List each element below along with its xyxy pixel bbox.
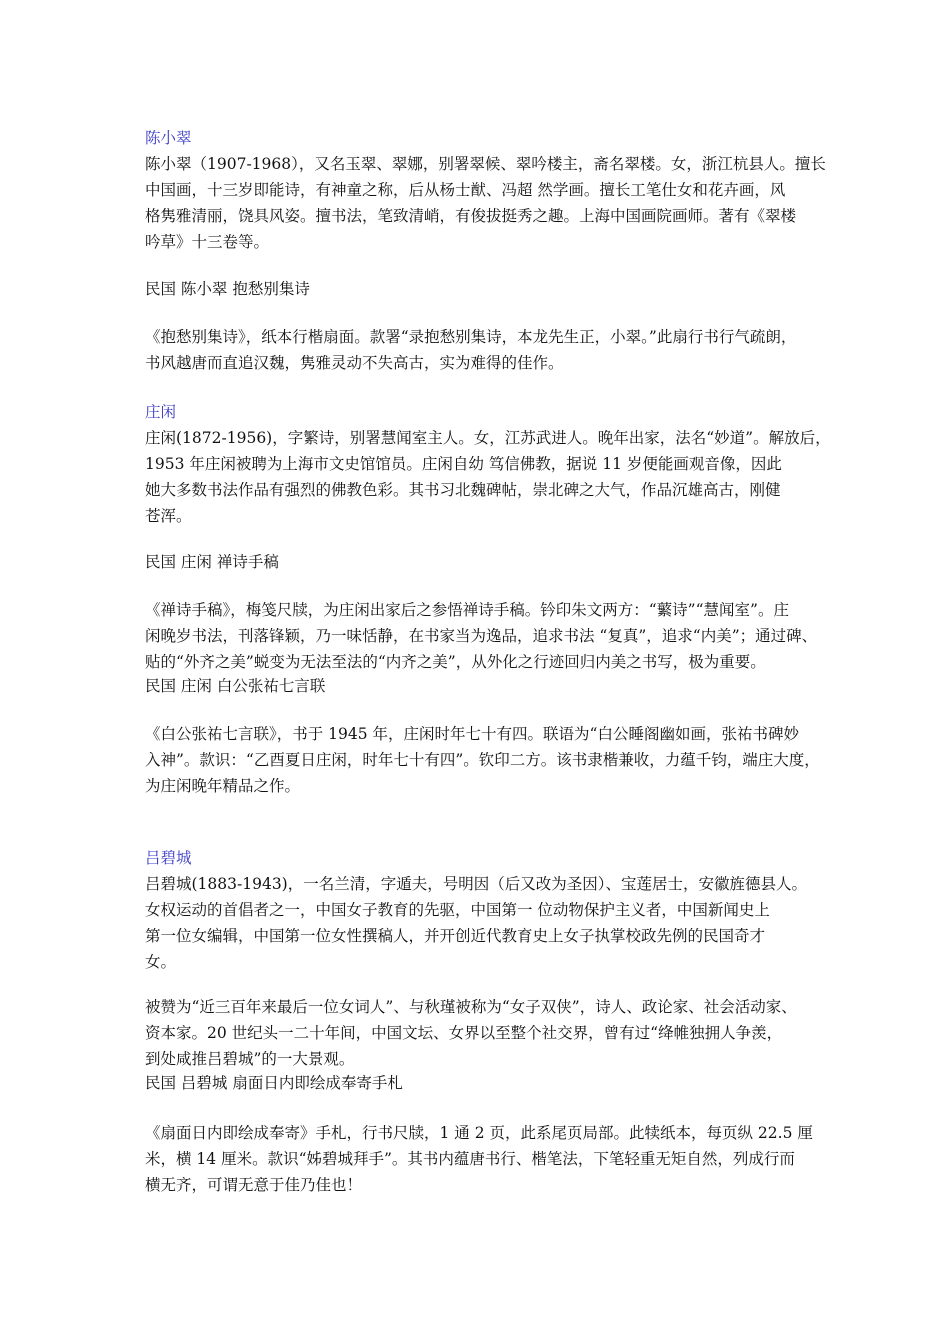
text-line: 中国画，十三岁即能诗，有神童之称，后从杨士猷、冯超 然学画。擅长工笔仕女和花卉画，风 [145, 181, 786, 199]
text-line: 吕碧城(1883-1943)，一名兰清，字遁夫，号明因（后又改为圣因）、宝莲居士，安徽旌德县人。 [145, 875, 807, 893]
text-line: 庄闲(1872-1956)，字繁诗，别署慧闻室主人。女，江苏武进人。晚年出家，法名“妙道”。解放后， [145, 429, 831, 447]
bio-paragraph-zhuang-xian [145, 425, 831, 529]
work-description-chen-xiaocui [145, 324, 825, 376]
text-line: 《扇面日内即绘成奉寄》手札，行书尺牍，1 通 2 页，此系尾页局部。此犊纸本，每页纵 22.5 厘 [145, 1124, 813, 1142]
text-line: 1953 年庄闲被聘为上海市文史馆馆员。庄闲自幼 笃信佛教，据说 11 岁便能画观音像，因此 [145, 455, 782, 473]
section-heading-zhuang-xian: 庄闲 [145, 403, 177, 421]
text-line: 第一位女编辑，中国第一位女性撰稿人，并开创近代教育史上女子执掌校政先例的民国奇才 [145, 927, 766, 945]
bio-paragraph-lv-bicheng [145, 871, 825, 975]
bio-paragraph-chen-xiaocui [145, 151, 825, 255]
work-description-zhuang-xian-chan-shi [145, 597, 825, 675]
text-line: 米，横 14 厘米。款识“姊碧城拜手”。其书内蕴唐书行、楷笔法，下笔轻重无矩自然，列成行而 [145, 1150, 795, 1168]
text-line: 横无齐，可谓无意于佳乃佳也！ [145, 1176, 363, 1194]
text-line: 被赞为“近三百年来最后一位女词人”、与秋瑾被称为“女子双侠”，诗人、政论家、社会活动家、 [145, 998, 797, 1016]
text-line: 《禅诗手稿》，梅笺尺牍，为庄闲出家后之参悟禅诗手稿。钤印朱文两方：“蘩诗”“慧闻室”。庄 [145, 601, 789, 619]
text-line: 吟草》十三卷等。 [145, 233, 270, 251]
text-line: 《白公张祐七言联》，书于 1945 年，庄闲时年七十有四。联语为“白公睡阁幽如画，张祐书碑妙 [145, 725, 799, 743]
text-line: 女权运动的首倡者之一，中国女子教育的先驱，中国第一 位动物保护主义者，中国新闻史上 [145, 901, 770, 919]
work-description-lv-bicheng [145, 1120, 825, 1198]
praise-paragraph-lv-bicheng [145, 994, 825, 1072]
text-line: 《抱愁别集诗》，纸本行楷扇面。款署“录抱愁别集诗，本龙先生正，小翠。”此扇行书行气疏朗， [145, 328, 797, 346]
text-line: 女。 [145, 953, 177, 971]
work-title-zhuang-xian-chan-shi: 民国 庄闲 禅诗手稿 [145, 553, 279, 571]
section-heading-chen-xiaocui: 陈小翠 [145, 129, 192, 147]
text-line: 贴的“外齐之美”蜕变为无法至法的“内齐之美”，从外化之行迹回归内美之书写，极为重要。 [145, 653, 766, 671]
work-description-zhuang-xian-couplet [145, 721, 825, 799]
text-line: 她大多数书法作品有强烈的佛教色彩。其书习北魏碑帖，崇北碑之大气，作品沉雄高古，刚健 [145, 481, 781, 499]
text-line: 到处咸推吕碧城”的一大景观。 [145, 1050, 355, 1068]
text-line: 入神”。款识：“乙酉夏日庄闲，时年七十有四”。钦印二方。该书隶楷兼收，力蕴千钧，端庄大度， [145, 751, 820, 769]
work-title-lv-bicheng: 民国 吕碧城 扇面日内即绘成奉寄手札 [145, 1074, 403, 1092]
text-line: 书风越唐而直追汉魏，隽雅灵动不失高古，实为难得的佳作。 [145, 354, 564, 372]
work-title-chen-xiaocui: 民国 陈小翠 抱愁别集诗 [145, 280, 310, 298]
text-line: 闲晚岁书法，刊落锋颖，乃一味恬静，在书家当为逸品，追求书法 “复真”，追求“内美”；通过碑、 [145, 627, 818, 645]
section-heading-lv-bicheng: 吕碧城 [145, 849, 192, 867]
text-line: 陈小翠（1907-1968），又名玉翠、翠娜，别署翠候、翠吟楼主，斋名翠楼。女，浙江杭县人。擅长 [145, 155, 826, 173]
text-line: 格隽雅清丽，饶具风姿。擅书法，笔致清峭，有俊拔挺秀之趣。上海中国画院画师。著有《翠楼 [145, 207, 797, 225]
text-line: 苍浑。 [145, 507, 192, 525]
text-line: 资本家。20 世纪头一二十年间，中国文坛、女界以至整个社交界，曾有过“绛帷独拥人争羡， [145, 1024, 783, 1042]
work-title-zhuang-xian-couplet: 民国 庄闲 白公张祐七言联 [145, 677, 326, 695]
text-line: 为庄闲晚年精品之作。 [145, 777, 301, 795]
